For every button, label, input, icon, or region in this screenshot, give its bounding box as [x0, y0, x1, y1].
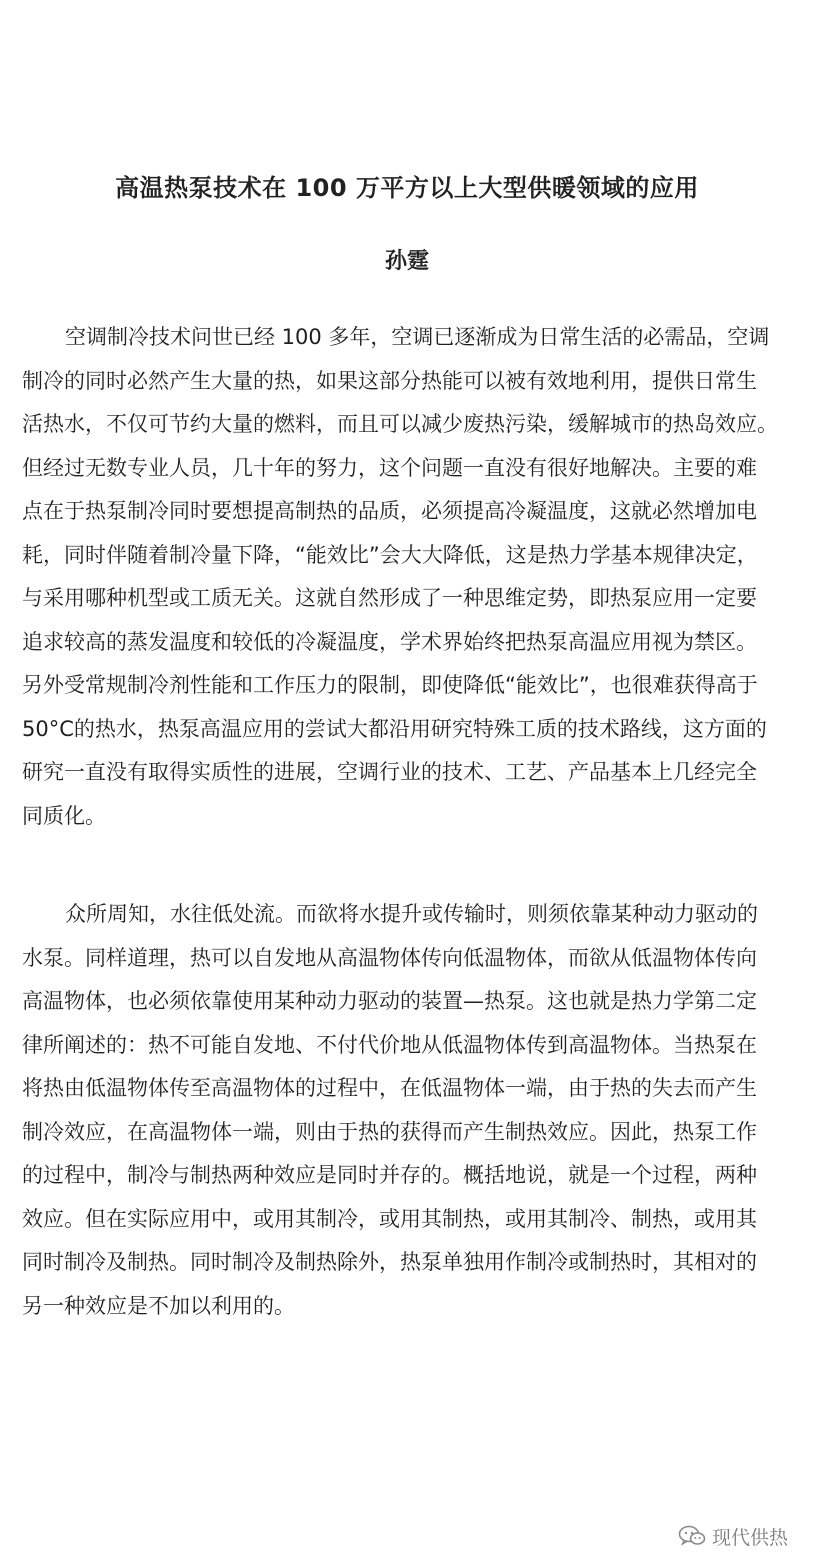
paragraph-line: 众所周知，水往低处流。而欲将水提升或传输时，则须依靠某种动力驱动的	[65, 902, 758, 926]
paragraph-line: 但经过无数专业人员，几十年的努力，这个问题一直没有很好地解决。主要的难	[22, 455, 757, 480]
wechat-icon	[678, 1524, 706, 1548]
paragraph-line: 高温物体，也必须依靠使用某种动力驱动的装置—热泵。这也就是热力学第二定	[22, 989, 757, 1013]
paragraph-line: 另外受常规制冷剂性能和工作压力的限制，即使降低“能效比”，也很难获得高于	[22, 673, 758, 697]
paragraph-line: 同时制冷及制热。同时制冷及制热除外，热泵单独用作制冷或制热时，其相对的	[22, 1250, 757, 1274]
paragraph-line: 活热水，不仅可节约大量的燃料，而且可以减少废热污染，缓解城市的热岛效应。	[22, 412, 778, 436]
paragraph-line: 50°C的热水，热泵高温应用的尝试大都沿用研究特殊工质的技术路线，这方面的	[22, 716, 767, 741]
paragraph-line: 追求较高的蒸发温度和较低的冷凝温度，学术界始终把热泵高温应用视为禁区。	[22, 629, 757, 654]
paragraph-2	[22, 893, 812, 1328]
document-author: 孙霆	[384, 249, 429, 274]
watermark-text: 现代供热	[711, 1526, 788, 1549]
paragraph-line: 制冷效应，在高温物体一端，则由于热的获得而产生制热效应。因此，热泵工作	[22, 1119, 757, 1144]
paragraph-line: 制冷的同时必然产生大量的热，如果这部分热能可以被有效地利用，提供日常生	[22, 368, 757, 393]
watermark	[678, 1522, 788, 1550]
paragraph-line: 与采用哪种机型或工质无关。这就自然形成了一种思维定势，即热泵应用一定要	[22, 586, 757, 610]
paragraph-line: 水泵。同样道理，热可以自发地从高温物体传向低温物体，而欲从低温物体传向	[22, 945, 757, 970]
paragraph-line: 的过程中，制冷与制热两种效应是同时并存的。概括地说，就是一个过程，两种	[22, 1163, 757, 1187]
paragraph-line: 研究一直没有取得实质性的进展，空调行业的技术、工艺、产品基本上几经完全	[22, 760, 757, 784]
paragraph-line: 律所阐述的：热不可能自发地、不付代价地从低温物体传到高温物体。当热泵在	[22, 1032, 757, 1057]
paragraph-line: 同质化。	[22, 803, 106, 828]
paragraph-line: 另一种效应是不加以利用的。	[22, 1293, 295, 1318]
document-title: 高温热泵技术在 100 万平方以上大型供暖领域的应用	[115, 174, 699, 202]
paragraph-line: 点在于热泵制冷同时要想提高制热的品质，必须提高冷凝温度，这就必然增加电	[22, 499, 757, 523]
paragraph-line: 效应。但在实际应用中，或用其制冷，或用其制热，或用其制冷、制热，或用其	[22, 1206, 757, 1231]
paragraph-line: 耗，同时伴随着制冷量下降，“能效比”会大大降低，这是热力学基本规律决定，	[22, 542, 758, 567]
paragraph-1	[22, 316, 812, 838]
paragraph-line: 将热由低温物体传至高温物体的过程中，在低温物体一端，由于热的失去而产生	[22, 1076, 757, 1100]
paragraph-line: 空调制冷技术问世已经 100 多年，空调已逐渐成为日常生活的必需品，空调	[65, 325, 770, 349]
